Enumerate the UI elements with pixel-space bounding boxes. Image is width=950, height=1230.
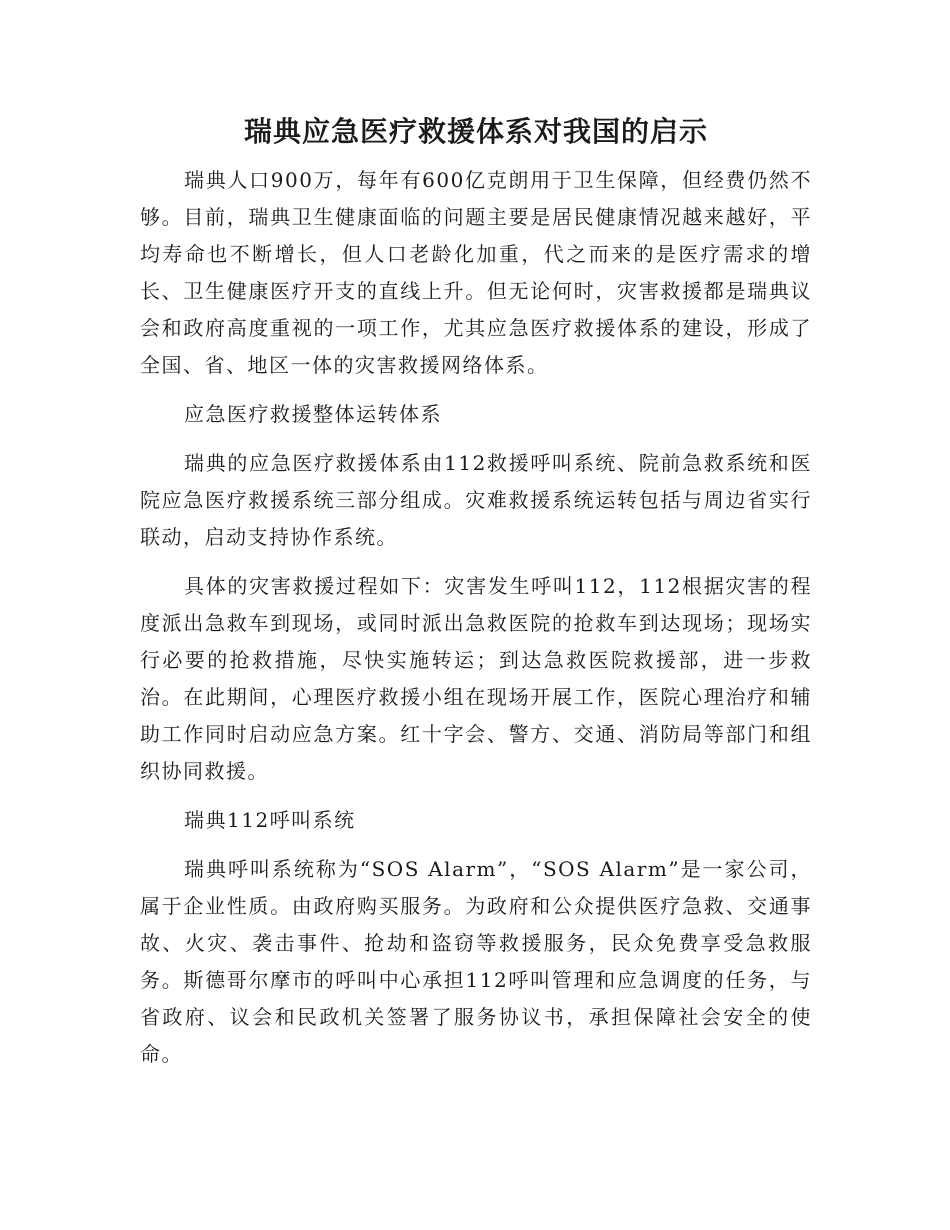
section-heading-overall-system: 应急医疗救援整体运转体系	[184, 402, 442, 426]
paragraph-rescue-process: 具体的灾害救援过程如下：灾害发生呼叫112，112根据灾害的程度派出急救车到现场，或同时派出急救医院的抢救车到达现场；现场实行必要的抢救措施，尽快实施转运；到达急救医院救援部，进一步救治。在此期间，心理医疗救援小组在现场开展工作，医院心理治疗和辅助工作同时启动应急方案。红十字会、警方、交通、消防局等部门和组织协同救援。	[140, 574, 812, 783]
paragraph-system-composition: 瑞典的应急医疗救援体系由112救援呼叫系统、院前急救系统和医院应急医疗救援系统三部分组成。灾难救援系统运转包括与周边省实行联动，启动支持协作系统。	[140, 451, 812, 549]
section-heading-112-system: 瑞典112呼叫系统	[184, 808, 356, 832]
paragraph-sos-alarm: 瑞典呼叫系统称为“SOS Alarm”，“SOS Alarm”是一家公司，属于企业性质。由政府购买服务。为政府和公众提供医疗急救、交通事故、火灾、袭击事件、抢劫和盗窃等救援服务，民众免费享受急救服务。斯德哥尔摩市的呼叫中心承担112呼叫管理和应急调度的任务，与省政府、议会和民政机关签署了服务协议书，承担保障社会安全的使命。	[140, 857, 812, 1066]
document-page	[140, 108, 812, 1085]
document-title: 瑞典应急医疗救援体系对我国的启示	[243, 115, 708, 148]
paragraph-intro: 瑞典人口900万，每年有600亿克朗用于卫生保障，但经费仍然不够。目前，瑞典卫生健康面临的问题主要是居民健康情况越来越好，平均寿命也不断增长，但人口老龄化加重，代之而来的是医疗需求的增长、卫生健康医疗开支的直线上升。但无论何时，灾害救援都是瑞典议会和政府高度重视的一项工作，尤其应急医疗救援体系的建设，形成了全国、省、地区一体的灾害救援网络体系。	[140, 168, 812, 377]
